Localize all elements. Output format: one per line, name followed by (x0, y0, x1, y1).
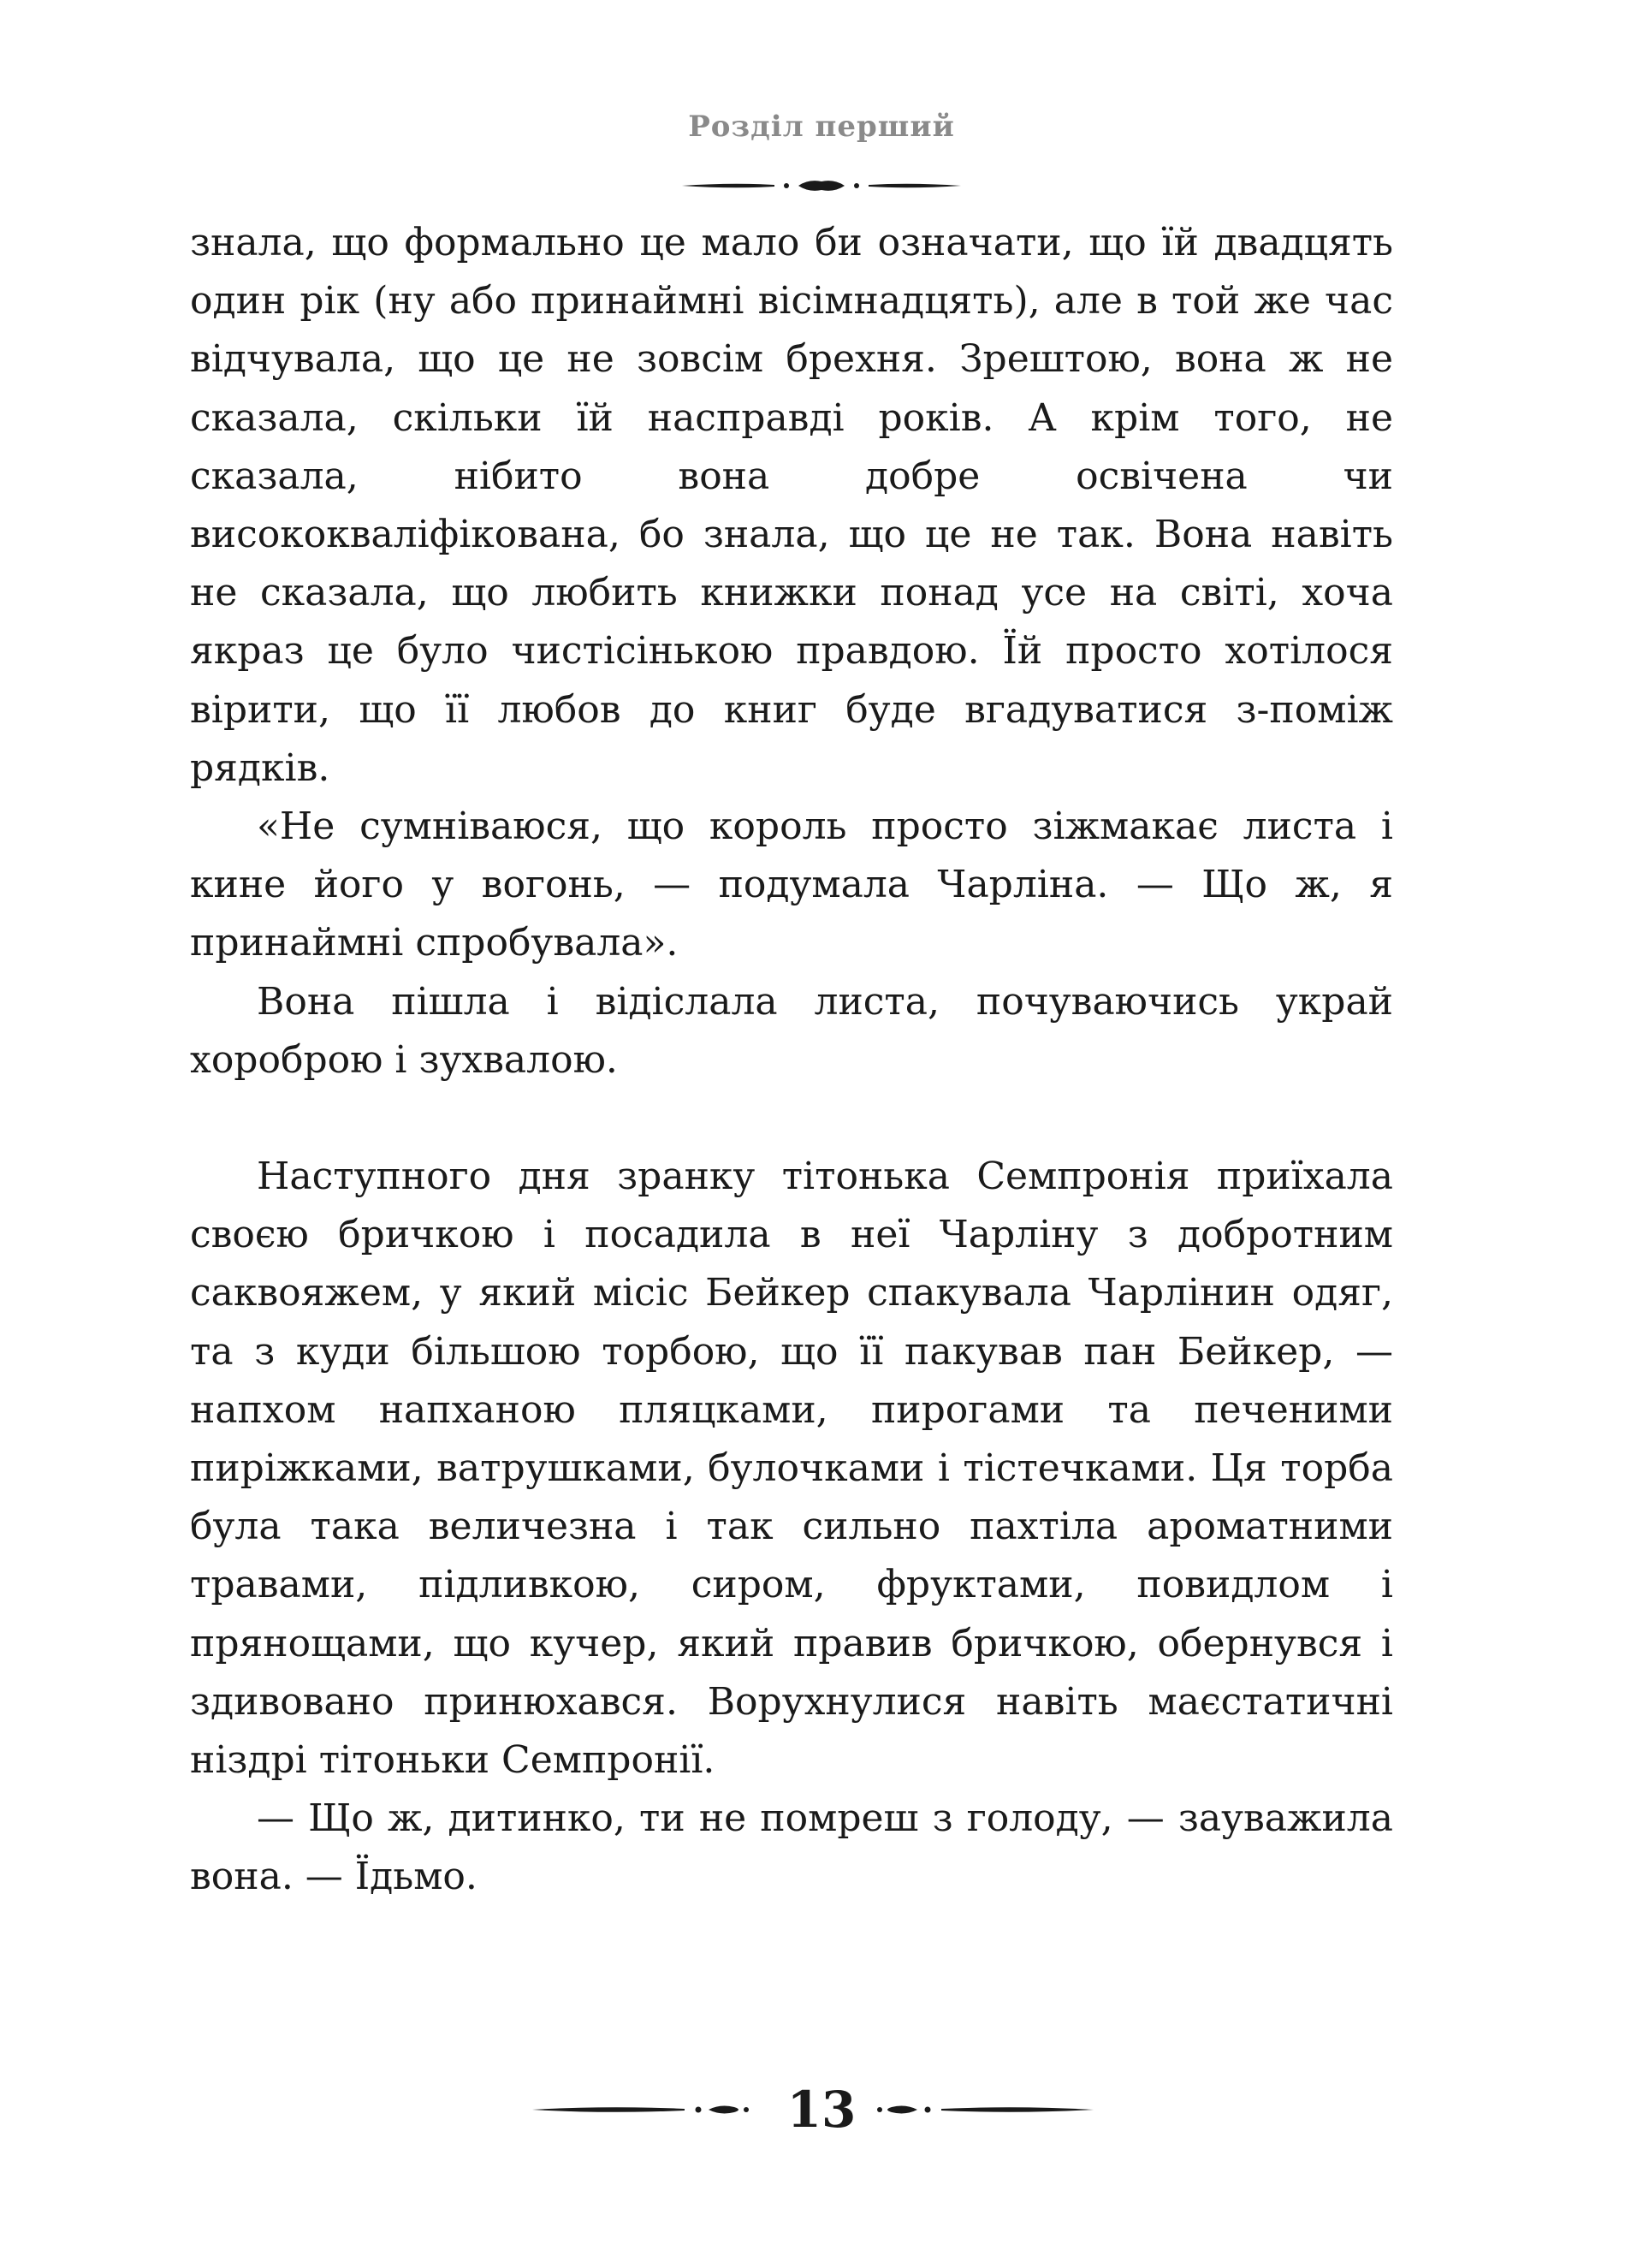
flourish-right-icon (873, 2100, 1095, 2119)
flourish-divider-icon (680, 176, 963, 195)
page-footer (0, 2071, 1643, 2148)
section-break (190, 1089, 1393, 1148)
paragraph-5: — Що ж, дитинко, ти не помреш з голоду, — зауважила вона. — Їдьмо. (190, 1796, 1393, 1899)
body-text (190, 214, 1393, 1907)
page-number: 13 (786, 2081, 857, 2139)
paragraph-1: знала, що формально це мало би означати, що їй двадцять один рік (ну або принаймні вісімнадцять), але в той же час відчувала, що це не зовсім брехня. Зрештою, вона ж не сказала, скільки їй насправді років. А крім того, не сказала, нібито вона добре освічена чи висококваліфікована, бо знала, що це не так. Вона навіть не сказала, що любить книжки понад усе на світі, хоча якраз це було чистісінькою правдою. Їй просто хотілося вірити, що її любов до книг буде вгадуватися з-поміж рядків. (190, 221, 1393, 790)
paragraph-4: Наступного дня зранку тітонька Семпронія приїхала своєю бричкою і посадила в неї Чарліну з добротним саквояжем, у який місіс Бейкер спакувала Чарлінин одяг, та з куди більшою торбою, що її пакував пан Бейкер, — напхом напханою пляцками, пирогами та печеними пиріжками, ватрушками, булочками і тістечками. Ця торба була така величезна і так сильно пахтіла ароматними травами, підливкою, сиром, фруктами, повидлом і прянощами, що кучер, який правив бричкою, обернувся і здивовано принюхався. Ворухнулися навіть маєстатичні ніздрі тітоньки Семпронії. (190, 1155, 1393, 1783)
paragraph-2: «Не сумніваюся, що король просто зіжмакає листа і кине його у вогонь, — подумала Чарліна. — Що ж, я принаймні спробувала». (190, 804, 1393, 965)
running-header: Розділ перший (688, 110, 955, 144)
paragraph-3: Вона пішла і відіслала листа, почуваючись украй хороброю і зухвалою. (190, 979, 1393, 1082)
